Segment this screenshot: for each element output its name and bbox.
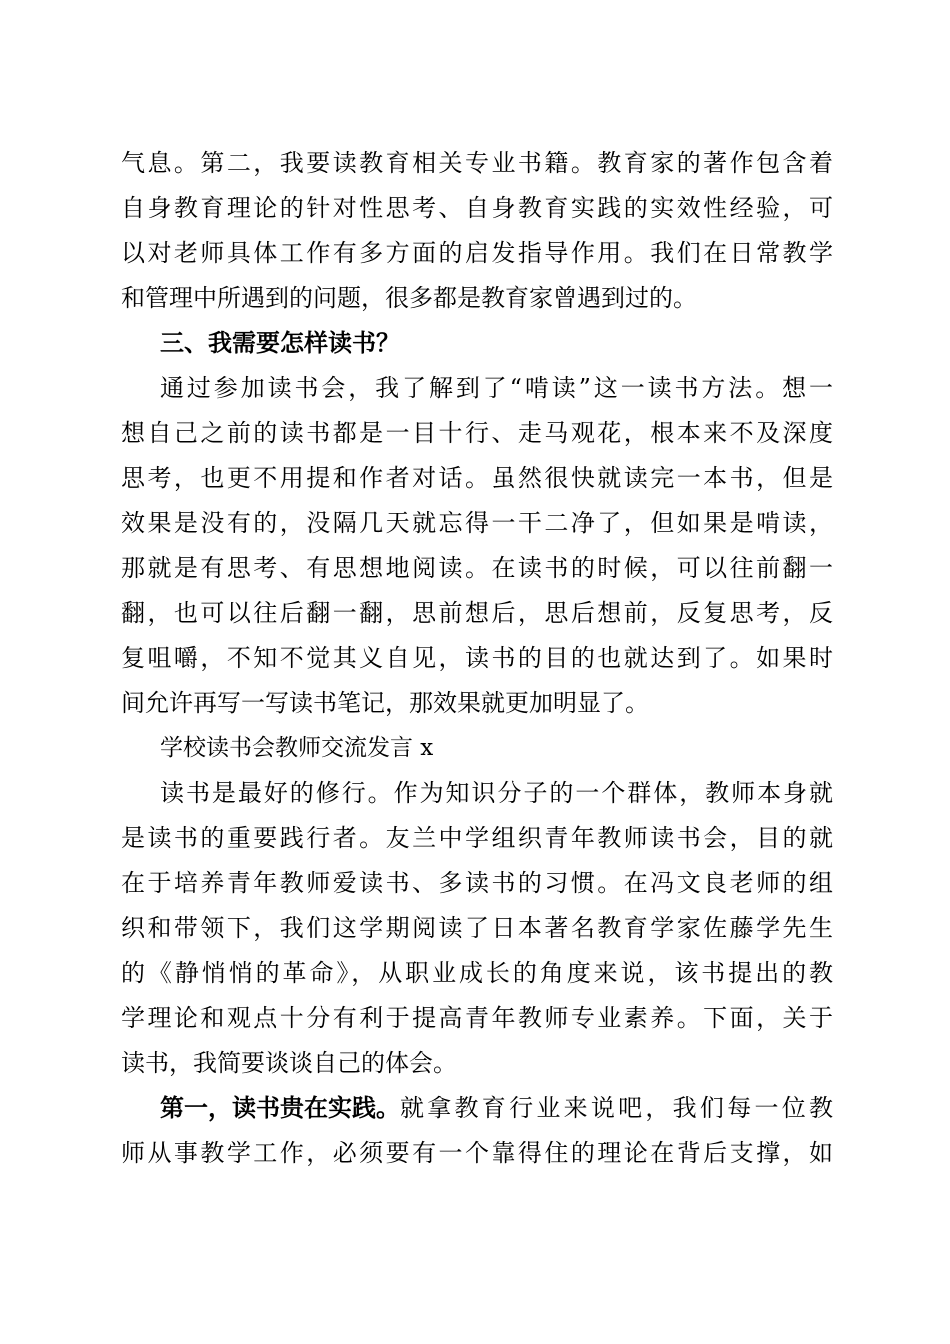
paragraph-line: 气息。第二，我要读教育相关专业书籍。教育家的著作包含着 [121, 149, 833, 177]
paragraph-line: 效果是没有的，没隔几天就忘得一干二净了，但如果是啃读， [121, 509, 833, 537]
paragraph-line: 是读书的重要践行者。友兰中学组织青年教师读书会，目的就 [121, 824, 833, 852]
article-title: 学校读书会教师交流发言 x [160, 735, 434, 761]
paragraph-line: 思考，也更不用提和作者对话。虽然很快就读完一本书，但是 [121, 464, 833, 492]
paragraph-line: 和管理中所遇到的问题，很多都是教育家曾遇到过的。 [121, 284, 697, 312]
paragraph-line: 读书，我简要谈谈自己的体会。 [121, 1049, 457, 1077]
paragraph-line: 想自己之前的读书都是一目十行、走马观花，根本来不及深度 [121, 419, 833, 447]
section-heading: 三、我需要怎样读书？ [160, 329, 400, 357]
paragraph-line: 那就是有思考、有思想地阅读。在读书的时候，可以往前翻一 [121, 554, 833, 582]
paragraph-line: 织和带领下，我们这学期阅读了日本著名教育学家佐藤学先生 [121, 914, 833, 942]
paragraph-line: 读书是最好的修行。作为知识分子的一个群体，教师本身就 [160, 779, 833, 807]
paragraph-line: 的《静悄悄的革命》，从职业成长的角度来说，该书提出的教 [121, 959, 833, 987]
paragraph-line: 间允许再写一写读书笔记，那效果就更加明显了。 [121, 689, 649, 717]
bold-lead-phrase: 第一，读书贵在实践。 [160, 1093, 400, 1122]
paragraph-line: 通过参加读书会，我了解到了“啃读”这一读书方法。想一 [160, 374, 833, 402]
paragraph-line: 在于培养青年教师爱读书、多读书的习惯。在冯文良老师的组 [121, 869, 833, 897]
paragraph-line: 师从事教学工作，必须要有一个靠得住的理论在背后支撑，如 [121, 1139, 833, 1167]
paragraph-line: 复咀嚼，不知不觉其义自见，读书的目的也就达到了。如果时 [121, 644, 833, 672]
paragraph-line [160, 1088, 833, 1128]
paragraph-line: 翻，也可以往后翻一翻，思前想后，思后想前，反复思考，反 [121, 599, 833, 627]
paragraph-line: 以对老师具体工作有多方面的启发指导作用。我们在日常教学 [121, 239, 833, 267]
paragraph-line: 学理论和观点十分有利于提高青年教师专业素养。下面，关于 [121, 1004, 833, 1032]
paragraph-text: 就拿教育行业来说吧，我们每一位教 [400, 1094, 833, 1122]
paragraph-line: 自身教育理论的针对性思考、自身教育实践的实效性经验，可 [121, 194, 833, 222]
